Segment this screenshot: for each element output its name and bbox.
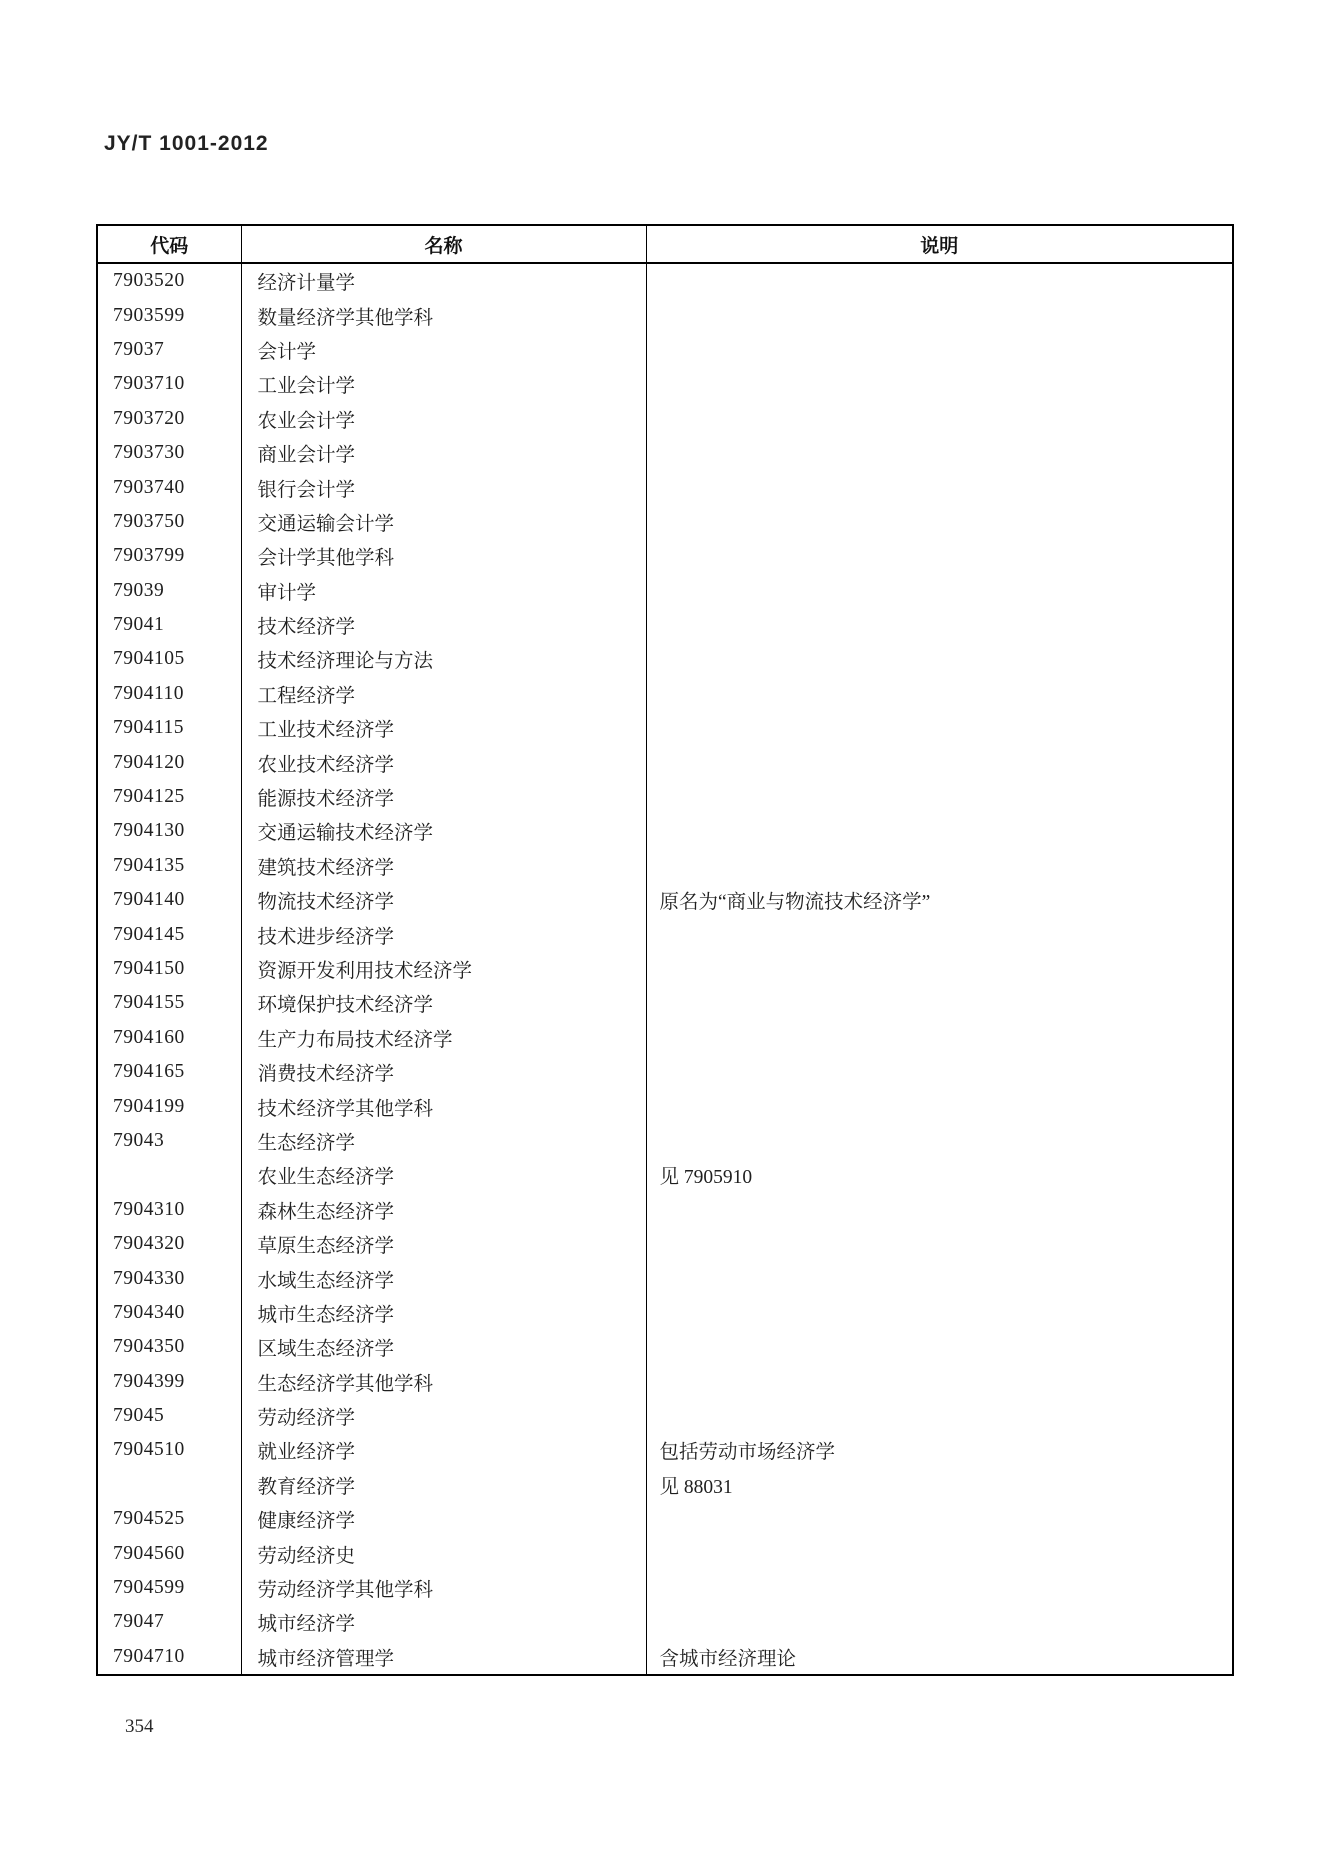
name-cell: 交通运输会计学 [241, 505, 646, 539]
table-row [97, 917, 1233, 951]
code-cell: 79037 [97, 333, 241, 367]
table-row [97, 883, 1233, 917]
table-row [97, 677, 1233, 711]
note-cell [646, 780, 1233, 814]
name-cell: 交通运输技术经济学 [241, 814, 646, 848]
name-cell: 劳动经济学 [241, 1399, 646, 1433]
name-cell: 森林生态经济学 [241, 1193, 646, 1227]
code-cell: 79045 [97, 1399, 241, 1433]
code-cell: 7904130 [97, 814, 241, 848]
note-cell [646, 1227, 1233, 1261]
table-row [97, 780, 1233, 814]
note-cell [646, 849, 1233, 883]
table-row [97, 642, 1233, 676]
table-row [97, 608, 1233, 642]
code-cell: 7904110 [97, 677, 241, 711]
note-cell: 包括劳动市场经济学 [646, 1433, 1233, 1467]
table-body [97, 263, 1233, 1675]
code-cell: 7903799 [97, 539, 241, 573]
name-cell: 水域生态经济学 [241, 1261, 646, 1295]
header-name: 名称 [241, 225, 646, 263]
note-cell [646, 1502, 1233, 1536]
code-cell: 7904145 [97, 917, 241, 951]
name-cell: 农业技术经济学 [241, 745, 646, 779]
code-cell: 7903599 [97, 298, 241, 332]
note-cell [646, 952, 1233, 986]
note-cell [646, 1261, 1233, 1295]
name-cell: 农业生态经济学 [241, 1158, 646, 1192]
note-cell [646, 608, 1233, 642]
table-row [97, 1502, 1233, 1536]
note-cell [646, 402, 1233, 436]
code-cell [97, 1468, 241, 1502]
note-cell [646, 1193, 1233, 1227]
note-cell [646, 1021, 1233, 1055]
name-cell: 技术进步经济学 [241, 917, 646, 951]
name-cell: 城市生态经济学 [241, 1296, 646, 1330]
note-cell [646, 298, 1233, 332]
name-cell: 健康经济学 [241, 1502, 646, 1536]
table-row [97, 367, 1233, 401]
note-cell [646, 470, 1233, 504]
code-cell: 7904525 [97, 1502, 241, 1536]
name-cell: 区域生态经济学 [241, 1330, 646, 1364]
name-cell: 会计学 [241, 333, 646, 367]
code-cell: 7904135 [97, 849, 241, 883]
note-cell [646, 1055, 1233, 1089]
name-cell: 技术经济理论与方法 [241, 642, 646, 676]
code-cell: 7903740 [97, 470, 241, 504]
code-cell: 7904310 [97, 1193, 241, 1227]
header-code: 代码 [97, 225, 241, 263]
code-cell: 7903730 [97, 436, 241, 470]
table-row [97, 986, 1233, 1020]
table-row [97, 849, 1233, 883]
code-cell: 7903520 [97, 263, 241, 298]
note-cell [646, 1536, 1233, 1570]
note-cell [646, 263, 1233, 298]
name-cell: 会计学其他学科 [241, 539, 646, 573]
table-header-row [97, 225, 1233, 263]
standard-number: JY/T 1001-2012 [104, 132, 269, 155]
code-cell: 7904165 [97, 1055, 241, 1089]
name-cell: 经济计量学 [241, 263, 646, 298]
table-row [97, 1158, 1233, 1192]
note-cell [646, 814, 1233, 848]
code-cell: 7904160 [97, 1021, 241, 1055]
note-cell [646, 436, 1233, 470]
name-cell: 教育经济学 [241, 1468, 646, 1502]
table-row [97, 814, 1233, 848]
note-cell [646, 574, 1233, 608]
note-cell [646, 1605, 1233, 1639]
table-row [97, 952, 1233, 986]
name-cell: 消费技术经济学 [241, 1055, 646, 1089]
table-row [97, 263, 1233, 298]
table-row [97, 574, 1233, 608]
note-cell [646, 745, 1233, 779]
code-cell: 7904340 [97, 1296, 241, 1330]
note-cell [646, 1330, 1233, 1364]
table-row [97, 1433, 1233, 1467]
code-cell: 7904115 [97, 711, 241, 745]
name-cell: 城市经济学 [241, 1605, 646, 1639]
table-row [97, 1330, 1233, 1364]
name-cell: 工程经济学 [241, 677, 646, 711]
table-row [97, 470, 1233, 504]
table-row [97, 505, 1233, 539]
code-cell: 7904350 [97, 1330, 241, 1364]
table-row [97, 539, 1233, 573]
name-cell: 环境保护技术经济学 [241, 986, 646, 1020]
code-cell: 79043 [97, 1124, 241, 1158]
name-cell: 就业经济学 [241, 1433, 646, 1467]
table-row [97, 1227, 1233, 1261]
code-cell: 7904155 [97, 986, 241, 1020]
page-number: 354 [125, 1716, 154, 1737]
note-cell: 原名为“商业与物流技术经济学” [646, 883, 1233, 917]
code-cell: 7904599 [97, 1571, 241, 1605]
name-cell: 能源技术经济学 [241, 780, 646, 814]
code-cell: 7904120 [97, 745, 241, 779]
name-cell: 技术经济学其他学科 [241, 1089, 646, 1123]
name-cell: 劳动经济学其他学科 [241, 1571, 646, 1605]
table-row [97, 1571, 1233, 1605]
table-row [97, 1261, 1233, 1295]
table-row [97, 1365, 1233, 1399]
table-row [97, 711, 1233, 745]
note-cell [646, 1571, 1233, 1605]
table-row [97, 1640, 1233, 1675]
code-cell: 7904140 [97, 883, 241, 917]
name-cell: 生态经济学 [241, 1124, 646, 1158]
name-cell: 数量经济学其他学科 [241, 298, 646, 332]
table-row [97, 333, 1233, 367]
name-cell: 生态经济学其他学科 [241, 1365, 646, 1399]
table-row [97, 1468, 1233, 1502]
name-cell: 劳动经济史 [241, 1536, 646, 1570]
note-cell [646, 986, 1233, 1020]
table-row [97, 745, 1233, 779]
table-row [97, 1021, 1233, 1055]
note-cell [646, 1296, 1233, 1330]
code-cell: 7904199 [97, 1089, 241, 1123]
table-row [97, 1193, 1233, 1227]
name-cell: 工业会计学 [241, 367, 646, 401]
code-cell: 7904510 [97, 1433, 241, 1467]
code-cell: 7903720 [97, 402, 241, 436]
table-row [97, 1399, 1233, 1433]
header-note: 说明 [646, 225, 1233, 263]
note-cell [646, 539, 1233, 573]
table-row [97, 1055, 1233, 1089]
table-row [97, 1536, 1233, 1570]
table-row [97, 1605, 1233, 1639]
name-cell: 草原生态经济学 [241, 1227, 646, 1261]
note-cell [646, 1365, 1233, 1399]
note-cell [646, 711, 1233, 745]
table-row [97, 298, 1233, 332]
code-cell: 7904560 [97, 1536, 241, 1570]
table-row [97, 1296, 1233, 1330]
note-cell: 见 88031 [646, 1468, 1233, 1502]
table-row [97, 1124, 1233, 1158]
note-cell [646, 1124, 1233, 1158]
name-cell: 城市经济管理学 [241, 1640, 646, 1675]
note-cell: 含城市经济理论 [646, 1640, 1233, 1675]
code-cell: 79047 [97, 1605, 241, 1639]
code-cell [97, 1158, 241, 1192]
note-cell [646, 1399, 1233, 1433]
table-row [97, 402, 1233, 436]
name-cell: 物流技术经济学 [241, 883, 646, 917]
note-cell [646, 1089, 1233, 1123]
code-cell: 7904320 [97, 1227, 241, 1261]
code-cell: 79041 [97, 608, 241, 642]
note-cell [646, 917, 1233, 951]
name-cell: 生产力布局技术经济学 [241, 1021, 646, 1055]
note-cell: 见 7905910 [646, 1158, 1233, 1192]
name-cell: 审计学 [241, 574, 646, 608]
name-cell: 银行会计学 [241, 470, 646, 504]
code-cell: 7903710 [97, 367, 241, 401]
name-cell: 商业会计学 [241, 436, 646, 470]
note-cell [646, 642, 1233, 676]
classification-table [96, 224, 1234, 1676]
code-cell: 79039 [97, 574, 241, 608]
note-cell [646, 333, 1233, 367]
note-cell [646, 505, 1233, 539]
name-cell: 技术经济学 [241, 608, 646, 642]
name-cell: 农业会计学 [241, 402, 646, 436]
table-row [97, 436, 1233, 470]
code-cell: 7903750 [97, 505, 241, 539]
note-cell [646, 677, 1233, 711]
name-cell: 资源开发利用技术经济学 [241, 952, 646, 986]
table-row [97, 1089, 1233, 1123]
code-cell: 7904330 [97, 1261, 241, 1295]
code-cell: 7904399 [97, 1365, 241, 1399]
name-cell: 工业技术经济学 [241, 711, 646, 745]
note-cell [646, 367, 1233, 401]
code-cell: 7904125 [97, 780, 241, 814]
name-cell: 建筑技术经济学 [241, 849, 646, 883]
code-cell: 7904710 [97, 1640, 241, 1675]
code-cell: 7904150 [97, 952, 241, 986]
code-cell: 7904105 [97, 642, 241, 676]
